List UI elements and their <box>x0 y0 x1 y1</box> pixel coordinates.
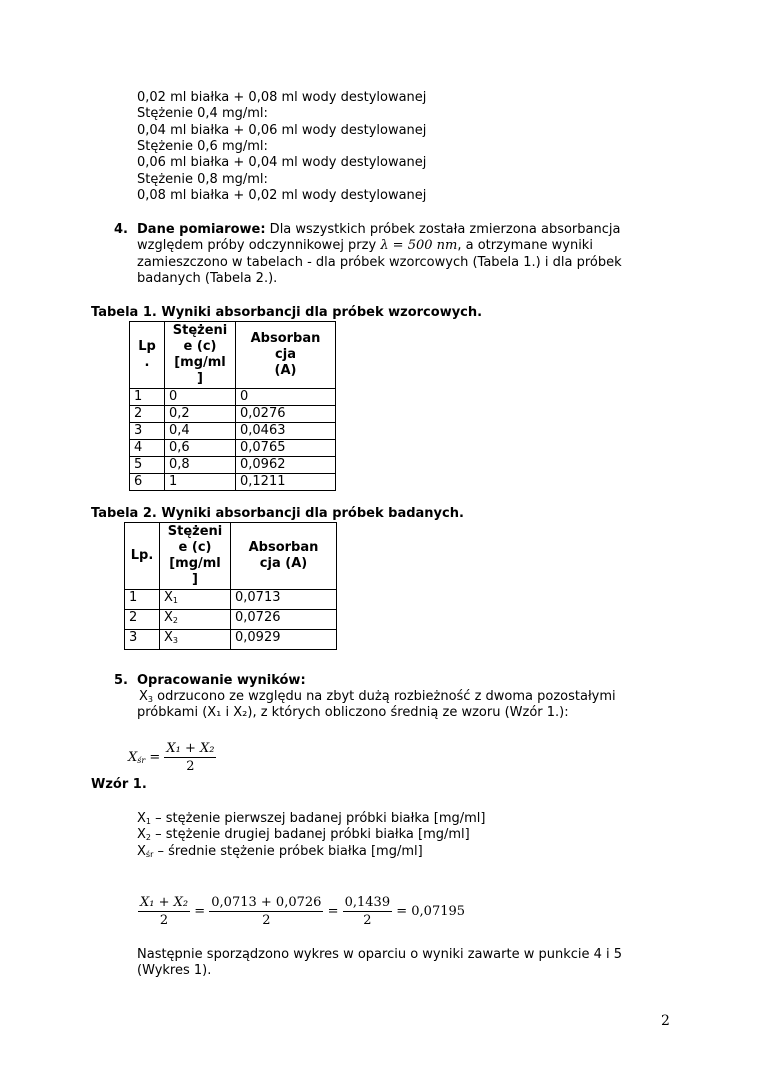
table-header-row <box>130 322 336 389</box>
dilution-line: Stężenie 0,8 mg/ml: <box>137 171 268 187</box>
formula-1 <box>128 740 216 775</box>
section-5-number: 5. <box>114 673 128 688</box>
dilution-line: 0,02 ml białka + 0,08 ml wody destylowanej <box>137 90 427 105</box>
text: = <box>149 750 161 765</box>
table-cell: 0,0463 <box>236 423 336 440</box>
subscript: 2 <box>145 833 151 843</box>
table-cell <box>160 630 231 650</box>
description: – stężenie pierwszej badanej próbki białka [mg/ml] <box>151 811 486 826</box>
symbol: X <box>137 827 146 843</box>
table-cell <box>160 590 231 610</box>
table-cell: 0,2 <box>165 406 236 423</box>
table-row <box>130 474 336 491</box>
denominator: 2 <box>363 913 372 928</box>
subscript: 3 <box>147 695 153 704</box>
table-header-row <box>125 523 337 590</box>
closing-line-2: (Wykres 1). <box>137 963 212 978</box>
table-cell: 6 <box>130 474 165 491</box>
dilution-line: 0,04 ml białka + 0,06 ml wody destylowanej <box>137 122 427 138</box>
table-cell: 0,0962 <box>236 457 336 474</box>
table-1 <box>129 321 336 491</box>
table-cell: 0,4 <box>165 423 236 440</box>
table-cell: 1 <box>130 389 165 406</box>
table-row <box>125 630 337 650</box>
table-1-caption: Tabela 1. Wyniki absorbancji dla próbek wzorcowych. <box>91 305 483 320</box>
subscript: śr <box>137 756 146 765</box>
table-cell: 0,0726 <box>231 610 337 630</box>
section-4-line-4: badanych (Tabela 2.). <box>137 271 278 286</box>
table-cell: 5 <box>130 457 165 474</box>
formula-2 <box>138 894 465 929</box>
text: X <box>128 750 138 765</box>
table-cell: 0,6 <box>165 440 236 457</box>
table-cell: 0 <box>236 389 336 406</box>
numerator: 0,1439 <box>344 895 391 910</box>
column-header: Lp. <box>125 523 160 590</box>
subscript: 1 <box>172 596 178 605</box>
table-cell: 0,0713 <box>231 590 337 610</box>
table-cell: 0 <box>165 389 236 406</box>
subscript: 3 <box>172 636 178 645</box>
numerator: X₁ + X₂ <box>166 741 215 756</box>
text: Dla wszystkich próbek została zmierzona absorbancja <box>265 222 621 237</box>
table-row <box>130 423 336 440</box>
table-cell: 3 <box>130 423 165 440</box>
text: = <box>194 904 206 919</box>
symbol: X <box>137 811 146 826</box>
column-header: Absorban cja (A) <box>231 523 337 590</box>
description: – stężenie drugiej badanej próbki białka [mg/ml] <box>151 827 470 843</box>
table-cell: 3 <box>125 630 160 650</box>
table-row <box>130 406 336 423</box>
lambda-formula: λ = 500 nm <box>380 238 458 253</box>
section-5-heading: Opracowanie wyników: <box>137 673 306 688</box>
dilution-line: 0,08 ml białka + 0,02 ml wody destylowanej <box>137 187 427 203</box>
result: = 0,07195 <box>396 904 466 919</box>
dilution-line: Stężenie 0,4 mg/ml: <box>137 106 268 122</box>
denominator: 2 <box>159 913 169 928</box>
text: odrzucono ze względu na zbyt dużą rozbieżność z dwoma pozostałymi <box>153 689 616 704</box>
column-header: Lp . <box>130 322 165 389</box>
table-cell: 4 <box>130 440 165 457</box>
text: , a otrzymane wyniki <box>457 238 593 253</box>
section-4-heading: Dane pomiarowe: <box>137 222 266 237</box>
section-4-line-3: zamieszczono w tabelach - dla próbek wzorcowych (Tabela 1.) i dla próbek <box>137 255 622 270</box>
table-row <box>130 457 336 474</box>
text: = <box>327 904 339 919</box>
closing-line-1: Następnie sporządzono wykres w oparciu o wyniki zawarte w punkcie 4 i 5 <box>137 947 623 962</box>
table-row <box>125 590 337 610</box>
table-cell: 0,0929 <box>231 630 337 650</box>
section-5-line-2: próbkami (X₁ i X₂), z których obliczono średnią ze wzoru (Wzór 1.): <box>137 705 569 720</box>
formula-label: Wzór 1. <box>91 777 147 792</box>
table-2-caption: Tabela 2. Wyniki absorbancji dla próbek badanych. <box>91 506 464 521</box>
table-2 <box>124 522 337 650</box>
column-header: Stężeni e (c) [mg/ml ] <box>160 523 231 590</box>
subscript: 1 <box>145 817 151 826</box>
text: X <box>139 689 148 704</box>
numerator: 0,0713 + 0,0726 <box>211 895 322 910</box>
symbol: X <box>137 843 146 859</box>
dilution-line: 0,06 ml białka + 0,04 ml wody destylowanej <box>137 155 427 171</box>
denominator: 2 <box>262 913 271 928</box>
table-row <box>125 610 337 630</box>
table-cell: 0,1211 <box>236 474 336 491</box>
table-cell: 1 <box>125 590 160 610</box>
table-cell: 0,8 <box>165 457 236 474</box>
section-4-line-1 <box>137 222 620 238</box>
text: X <box>164 590 173 605</box>
page-number: 2 <box>661 1013 670 1029</box>
table-cell: 1 <box>165 474 236 491</box>
text: X <box>164 630 173 645</box>
table-cell: 0,0765 <box>236 440 336 457</box>
column-header: Stężeni e (c) [mg/ml ] <box>165 322 236 389</box>
table-cell <box>160 610 231 630</box>
legend-line <box>137 844 423 863</box>
table-row <box>130 440 336 457</box>
table-row <box>130 389 336 406</box>
subscript: 2 <box>172 616 178 625</box>
text: X <box>164 610 173 625</box>
column-header: Absorban cja (A) <box>236 322 336 389</box>
denominator: 2 <box>186 759 195 774</box>
table-cell: 0,0276 <box>236 406 336 423</box>
text: względem próby odczynnikowej przy <box>137 238 381 253</box>
dilution-line: Stężenie 0,6 mg/ml: <box>137 138 268 154</box>
section-4-number: 4. <box>114 222 128 237</box>
table-cell: 2 <box>130 406 165 423</box>
numerator: X₁ + X₂ <box>140 895 189 910</box>
table-cell: 2 <box>125 610 160 630</box>
section-4-line-2 <box>137 238 593 254</box>
subscript: śr <box>145 849 154 859</box>
description: – średnie stężenie próbek białka [mg/ml] <box>153 843 423 859</box>
